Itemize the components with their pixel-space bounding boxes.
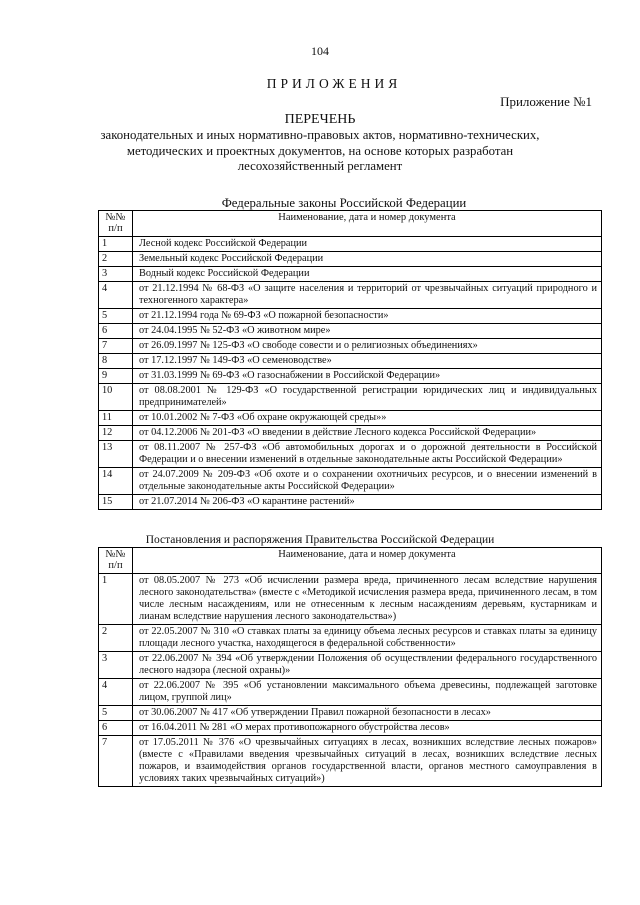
document-description: от 17.05.2011 № 376 «О чрезвычайных ситуациях в лесах, возникших вследствие лесных пожаров» (вместе с «Правилами введения чрезвычайных ситуаций в лесах, возникших вследствие лесных пожаров, и взаимодействия органов государственной власти, органов местного самоуправления в условиях таких чрезвычайных ситуаций») — [133, 736, 602, 787]
row-number: 6 — [99, 721, 133, 736]
government-decrees-table — [98, 547, 602, 787]
document-description: от 24.04.1995 № 52-ФЗ «О животном мире» — [133, 324, 602, 339]
document-description: от 30.06.2007 № 417 «Об утверждении Правил пожарной безопасности в лесах» — [133, 706, 602, 721]
document-description: от 24.07.2009 № 209-ФЗ «Об охоте и о сохранении охотничьих ресурсов, и о внесении изменений в отдельные законодательные акты Российской Федерации» — [133, 468, 602, 495]
document-description: от 17.12.1997 № 149-ФЗ «О семеноводстве» — [133, 354, 602, 369]
row-number: 1 — [99, 574, 133, 625]
document-description: от 21.12.1994 года № 69-ФЗ «О пожарной безопасности» — [133, 309, 602, 324]
table-row — [99, 468, 602, 495]
row-number: 10 — [99, 384, 133, 411]
table-row — [99, 679, 602, 706]
document-description: от 21.12.1994 № 68-ФЗ «О защите населения и территорий от чрезвычайных ситуаций природного и техногенного характера» — [133, 282, 602, 309]
row-number: 7 — [99, 339, 133, 354]
document-description: от 31.03.1999 № 69-ФЗ «О газоснабжении в Российской Федерации» — [133, 369, 602, 384]
document-description: от 08.08.2001 № 129-ФЗ «О государственной регистрации юридических лиц и индивидуальных предпринимателей» — [133, 384, 602, 411]
document-description: от 22.05.2007 № 310 «О ставках платы за единицу объема лесных ресурсов и ставках платы за единицу площади лесного участка, находящегося в федеральной собственности» — [133, 625, 602, 652]
table-row — [99, 252, 602, 267]
document-description: Водный кодекс Российской Федерации — [133, 267, 602, 282]
column-header-number: №№ п/п — [99, 548, 133, 574]
federal-laws-rows — [99, 237, 602, 510]
row-number: 12 — [99, 426, 133, 441]
document-description: от 22.06.2007 № 394 «Об утверждении Положения об осуществлении федерального государственного лесного надзора (лесной охраны)» — [133, 652, 602, 679]
document-description: от 08.11.2007 № 257-ФЗ «Об автомобильных дорогах и о дорожной деятельности в Российской Федерации и о внесении изменений в отдельные законодательные акты Российской Федерации» — [133, 441, 602, 468]
row-number: 3 — [99, 652, 133, 679]
table-row — [99, 411, 602, 426]
row-number: 5 — [99, 309, 133, 324]
list-heading: ПЕРЕЧЕНЬ — [284, 112, 356, 127]
row-number: 5 — [99, 706, 133, 721]
row-number: 4 — [99, 282, 133, 309]
government-decrees-rows — [99, 574, 602, 787]
table-row — [99, 324, 602, 339]
document-description: от 16.04.2011 № 281 «О мерах противопожарного обустройства лесов» — [133, 721, 602, 736]
column-header-document: Наименование, дата и номер документа — [133, 548, 602, 574]
row-number: 7 — [99, 736, 133, 787]
table-row — [99, 574, 602, 625]
table-row — [99, 625, 602, 652]
table-row — [99, 309, 602, 324]
document-description: от 26.09.1997 № 125-ФЗ «О свободе совести и о религиозных объединениях» — [133, 339, 602, 354]
table-row — [99, 721, 602, 736]
table-row — [99, 652, 602, 679]
table-row — [99, 384, 602, 411]
table-row — [99, 706, 602, 721]
table-row — [99, 282, 602, 309]
appendix-number: Приложение №1 — [500, 94, 592, 109]
table-row — [99, 441, 602, 468]
row-number: 2 — [99, 252, 133, 267]
table-row — [99, 495, 602, 510]
row-number: 2 — [99, 625, 133, 652]
row-number: 8 — [99, 354, 133, 369]
document-description: Земельный кодекс Российской Федерации — [133, 252, 602, 267]
table-row — [99, 339, 602, 354]
table-row — [99, 354, 602, 369]
row-number: 11 — [99, 411, 133, 426]
section-title-government-decrees: Постановления и распоряжения Правительства Российской Федерации — [145, 534, 495, 546]
row-number: 6 — [99, 324, 133, 339]
list-subtitle: законодательных и иных нормативно-правовых актов, нормативно-технических, методических и проектных документов, на основе которых разработан лесохозяйственный регламент — [100, 128, 540, 173]
row-number: 1 — [99, 237, 133, 252]
table-row — [99, 736, 602, 787]
row-number: 9 — [99, 369, 133, 384]
row-number: 13 — [99, 441, 133, 468]
column-header-number: №№ п/п — [99, 211, 133, 237]
row-number: 15 — [99, 495, 133, 510]
document-description: от 04.12.2006 № 201-ФЗ «О введении в действие Лесного кодекса Российской Федерации» — [133, 426, 602, 441]
table-row — [99, 426, 602, 441]
document-description: от 10.01.2002 № 7-ФЗ «Об охране окружающей среды»» — [133, 411, 602, 426]
row-number: 14 — [99, 468, 133, 495]
row-number: 3 — [99, 267, 133, 282]
page-number: 104 — [311, 44, 329, 58]
table-row — [99, 369, 602, 384]
table-row — [99, 267, 602, 282]
document-description: от 08.05.2007 № 273 «Об исчислении размера вреда, причиненного лесам вследствие нарушения лесного законодательства» (вместе с «Методикой исчисления размера вреда, причиненного лесам, в том числе лесным насаждениям, или не отнесенным к лесным насаждениям деревьям, кустарникам и лианам вследствие нарушения лесного законодательства») — [133, 574, 602, 625]
document-description: Лесной кодекс Российской Федерации — [133, 237, 602, 252]
section-title-federal-laws: Федеральные законы Российской Федерации — [221, 196, 467, 210]
table-row — [99, 237, 602, 252]
row-number: 4 — [99, 679, 133, 706]
document-description: от 21.07.2014 № 206-ФЗ «О карантине растений» — [133, 495, 602, 510]
column-header-document: Наименование, дата и номер документа — [133, 211, 602, 237]
federal-laws-table — [98, 210, 602, 510]
appendices-heading: ПРИЛОЖЕНИЯ — [266, 76, 402, 91]
document-description: от 22.06.2007 № 395 «Об установлении максимального объема древесины, подлежащей заготовке лицом, группой лиц» — [133, 679, 602, 706]
